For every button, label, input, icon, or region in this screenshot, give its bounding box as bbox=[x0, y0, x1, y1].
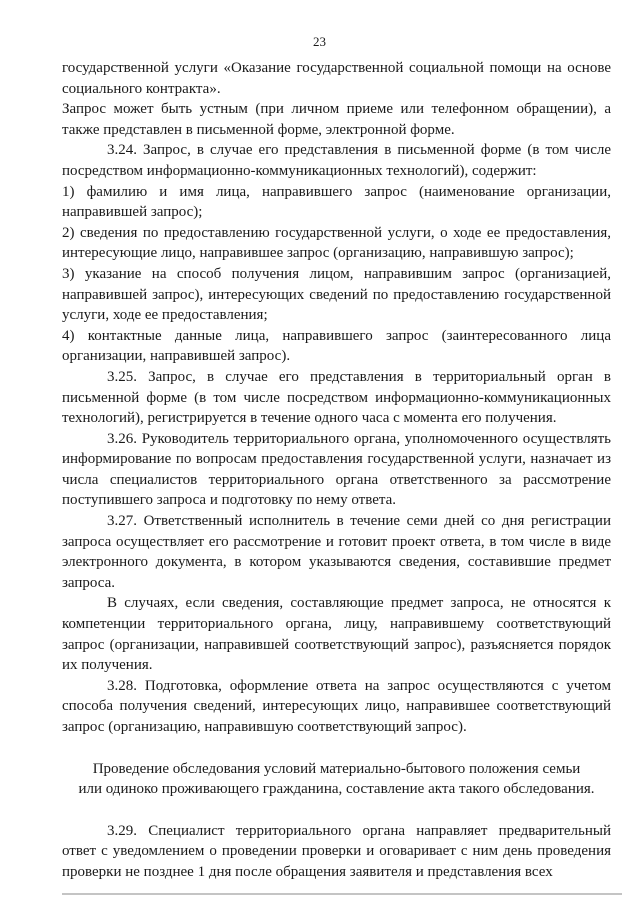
section-heading bbox=[62, 759, 611, 800]
list-item-2: 2) сведения по предоставлению государственной услуги, о ходе ее предоставления, интересующие лицо, направившее запрос (организацию, направившую запрос); bbox=[62, 224, 611, 262]
paragraph-3-28: 3.28. Подготовка, оформление ответа на запрос осуществляются с учетом способа получения сведений, интересующих лицо, направившее соответствующий запрос (организацию, направившую соответствующий запрос). bbox=[62, 677, 611, 735]
page-number: 23 bbox=[313, 34, 326, 49]
paragraph-3-25: 3.25. Запрос, в случае его представления в территориальный орган в письменной форме (в том числе посредством информационно-коммуникационных технологий), регистрируется в течение одного часа с момента его получения. bbox=[62, 368, 611, 427]
section-heading-line-2: или одиноко проживающего гражданина, составление акта такого обследования. bbox=[78, 781, 595, 798]
list-item-4: 4) контактные данные лица, направившего запрос (заинтересованного лица организации, направившей запрос). bbox=[62, 327, 611, 365]
paragraph-3-27-cases: В случаях, если сведения, составляющие предмет запроса, не относятся к компетенции территориального органа, лицу, направившему соответствующий запрос (организации, направившей соответствующий запрос), разъясняется порядок их получения. bbox=[62, 595, 611, 674]
scan-bottom-edge bbox=[62, 893, 622, 895]
list-item-1: 1) фамилию и имя лица, направившего запрос (наименование организации, направившей запрос); bbox=[62, 183, 611, 221]
paragraph-3-29: 3.29. Специалист территориального органа направляет предварительный ответ с уведомлением о проведении проверки и оговаривает с ним день проведения проверки не позднее 1 дня после обращения заявителя и представления всех bbox=[62, 822, 611, 880]
section-heading-line-1: Проведение обследования условий материально-бытового положения семьи bbox=[92, 760, 581, 777]
paragraph-3-27: 3.27. Ответственный исполнитель в течение семи дней со дня регистрации запроса осуществляет его рассмотрение и готовит проект ответа, в том числе в виде электронного документа, в котором указываются сведения, составившие предмет запроса. bbox=[62, 513, 611, 591]
paragraph-continuation: государственной услуги «Оказание государственной социальной помощи на основе социального контракта». bbox=[62, 60, 611, 97]
paragraph-3-26: 3.26. Руководитель территориального органа, уполномоченного осуществлять информирование по вопросам предоставления государственной услуги, назначает из числа специалистов территориального органа ответственного за рассмотрение поступившего запроса и подготовку по нему ответа. bbox=[62, 430, 611, 509]
paragraph-request-form: Запрос может быть устным (при личном приеме или телефонном обращении), а также представлен в письменной форме, электронной форме. bbox=[62, 101, 611, 138]
document-body bbox=[62, 58, 611, 883]
paragraph-3-24: 3.24. Запрос, в случае его представления в письменной форме (в том числе посредством информационно-коммуникационных технологий), содержит: bbox=[62, 142, 611, 179]
list-item-3: 3) указание на способ получения лицом, направившим запрос (организацией, направившей запрос), интересующих сведений по предоставлению государственной услуги, ходе ее предоставления; bbox=[62, 265, 611, 324]
